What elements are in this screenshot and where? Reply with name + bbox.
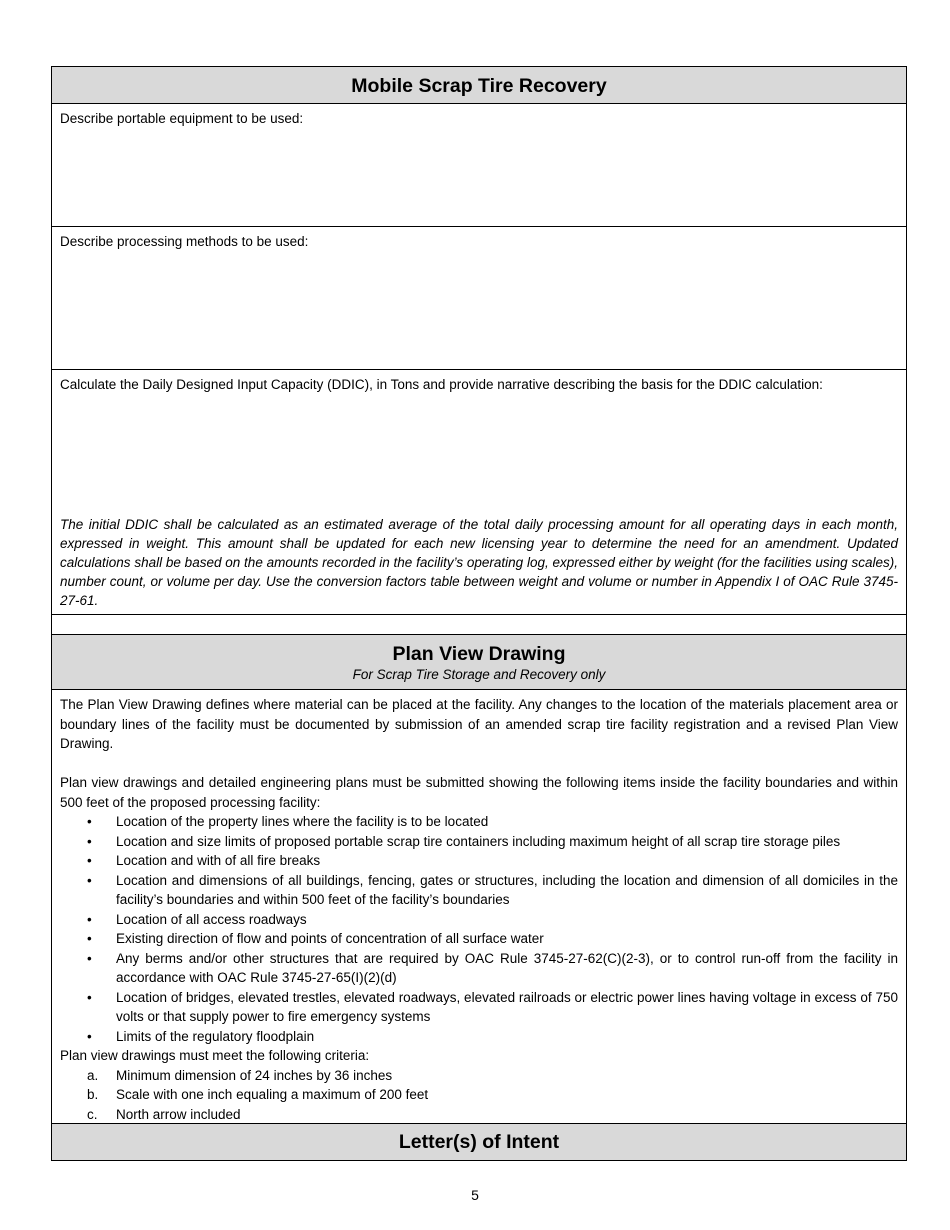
- plan-view-intro: The Plan View Drawing defines where material can be placed at the facility. Any changes to the location of the materials placement area or boundary lines of the facility must be documented by submission of an amended scrap tire facility registration and a revised Plan View Drawing.: [60, 697, 898, 751]
- list-item-text: Location and dimensions of all buildings, fencing, gates or structures, including the location and dimension of all domiciles in the facility’s boundaries and within 500 feet of the facility’s boundaries: [116, 872, 898, 907]
- portable-equipment-field[interactable]: [52, 104, 906, 227]
- letters-of-intent-header: [52, 1124, 906, 1160]
- criteria-text: North arrow included: [116, 1106, 241, 1122]
- list-item-text: Any berms and/or other structures that are required by OAC Rule 3745-27-62(C)(2-3), or to control run-off from the facility in accordance with OAC Rule 3745-27-65(I)(2)(d): [116, 950, 898, 985]
- criteria-intro: Plan view drawings must meet the following criteria:: [60, 1048, 370, 1063]
- processing-methods-label: Describe processing methods to be used:: [60, 234, 309, 249]
- list-item-text: Existing direction of flow and points of concentration of all surface water: [116, 931, 544, 946]
- plan-view-drawing-header: [52, 635, 906, 690]
- ddic-instruction-note: The initial DDIC shall be calculated as an estimated average of the total daily processing amount for all operating days in each month, expressed in weight. This amount shall be updated for each new licensing year to determine the need for an amendment. Updated calculations shall be based on the amounts recorded in the facility’s operating log, expressed either by weight (for the facilities using scales), number count, or volume per day. Use the conversion factors table between weight and volume or number in Appendix I of OAC Rule 3745-27-61.: [60, 517, 898, 608]
- mobile-scrap-tire-recovery-header: [52, 67, 906, 104]
- ddic-calculation-field[interactable]: [52, 370, 906, 615]
- list-item-text: Location of bridges, elevated trestles, elevated roadways, elevated railroads or electric power lines having voltage in excess of 750 volts or that supply power to fire emergency systems: [116, 989, 898, 1024]
- bullet-icon: •: [87, 989, 92, 1005]
- criteria-marker: c.: [87, 1106, 98, 1122]
- bullet-icon: •: [87, 931, 92, 946]
- plan-view-drawing-instructions: [52, 690, 906, 1124]
- list-item: [60, 929, 898, 949]
- criteria-item: [60, 1105, 898, 1125]
- ddic-calculation-label: Calculate the Daily Designed Input Capacity (DDIC), in Tons and provide narrative describing the basis for the DDIC calculation:: [60, 377, 823, 392]
- criteria-list: [60, 1066, 898, 1125]
- criteria-marker: a.: [87, 1067, 99, 1083]
- criteria-text: Scale with one inch equaling a maximum of 200 feet: [116, 1087, 429, 1102]
- criteria-item: [60, 1066, 898, 1086]
- criteria-marker: b.: [87, 1087, 99, 1102]
- bullet-icon: •: [87, 911, 92, 927]
- bullet-icon: •: [87, 872, 92, 888]
- page-number: 5: [471, 1187, 479, 1203]
- spacer-row: [52, 615, 906, 635]
- list-item: [60, 832, 898, 852]
- plan-view-drawing-subtitle: For Scrap Tire Storage and Recovery only: [352, 667, 606, 682]
- list-item-text: Location of the property lines where the facility is to be located: [116, 814, 489, 829]
- processing-methods-field[interactable]: [52, 227, 906, 370]
- criteria-text: Minimum dimension of 24 inches by 36 inches: [116, 1067, 393, 1083]
- letters-of-intent-title: Letter(s) of Intent: [398, 1131, 560, 1153]
- list-item: [60, 1027, 898, 1047]
- bullet-icon: •: [87, 853, 92, 868]
- required-items-list: [60, 812, 898, 1046]
- list-item-text: Location and with of all fire breaks: [116, 853, 321, 868]
- list-item-text: Location of all access roadways: [116, 911, 307, 927]
- bullet-icon: •: [87, 950, 92, 966]
- list-item: [60, 851, 898, 871]
- registration-form-table: [51, 66, 907, 1161]
- list-item-text: Limits of the regulatory floodplain: [116, 1028, 315, 1044]
- list-item: [60, 988, 898, 1027]
- list-item: [60, 871, 898, 910]
- list-item: [60, 949, 898, 988]
- mobile-scrap-tire-recovery-title: Mobile Scrap Tire Recovery: [351, 75, 607, 97]
- plan-view-items-intro: Plan view drawings and detailed engineering plans must be submitted showing the following items inside the facility boundaries and within 500 feet of the proposed processing facility:: [60, 775, 898, 810]
- plan-view-drawing-title: Plan View Drawing: [392, 643, 566, 665]
- portable-equipment-label: Describe portable equipment to be used:: [60, 111, 304, 126]
- bullet-icon: •: [87, 1028, 92, 1044]
- list-item: [60, 910, 898, 930]
- bullet-icon: •: [87, 833, 92, 849]
- bullet-icon: •: [87, 814, 92, 829]
- criteria-item: [60, 1085, 898, 1105]
- list-item-text: Location and size limits of proposed portable scrap tire containers including maximum height of all scrap tire storage piles: [116, 833, 841, 849]
- list-item: [60, 812, 898, 832]
